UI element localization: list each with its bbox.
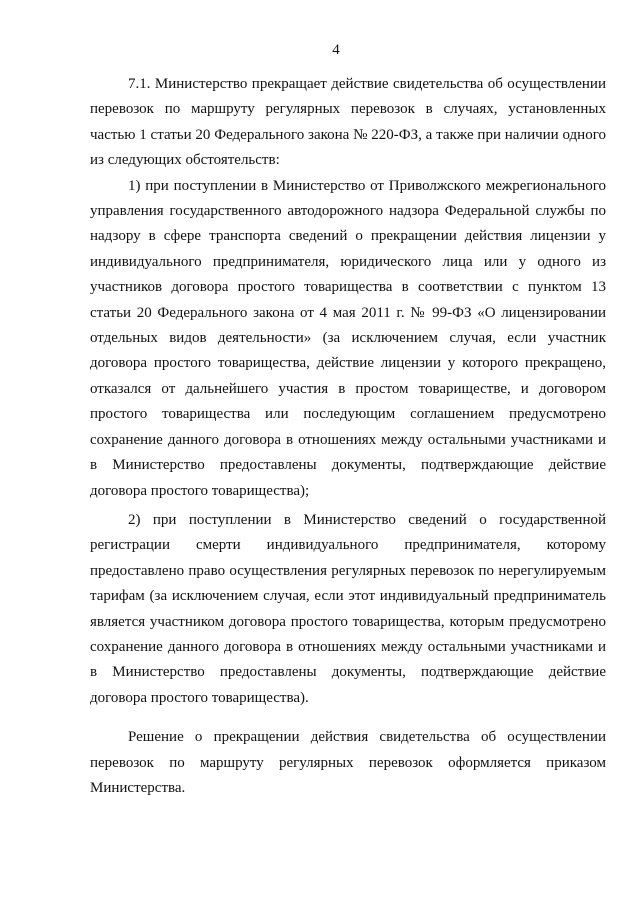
page-number: 4 [332, 42, 340, 58]
document-body [90, 72, 606, 801]
paragraph-item-1: 1) при поступлении в Министерство от Приволжского межрегионального управления государственного автодорожного надзора Федеральной службы по надзору в сфере транспорта сведений о прекращении действия лицензии у индивидуального предпринимателя, юридического лица или у одного из участников договора простого товарищества в соответствии с пунктом 13 статьи 20 Федерального закона от 4 мая 2011 г. № 99-ФЗ «О лицензировании отдельных видов деятельности» (за исключением случая, если участник договора простого товарищества, действие лицензии у которого прекращено, отказался от дальнейшего участия в простом товариществе, и договором простого товарищества или последующим соглашением предусмотрено сохранение данного договора в отношениях между остальными участниками и в Министерство предоставлены документы, подтверждающие действие договора простого товарищества); [90, 177, 606, 499]
paragraph-7-1: 7.1. Министерство прекращает действие свидетельства об осуществлении перевозок по маршруту регулярных перевозок в случаях, установленных частью 1 статьи 20 Федерального закона № 220-ФЗ, а также при наличии одного из следующих обстоятельств: [90, 76, 606, 169]
paragraph-item-2: 2) при поступлении в Министерство сведений о государственной регистрации смерти индивидуального предпринимателя, которому предоставлено право осуществления регулярных перевозок по нерегулируемым тарифам (за исключением случая, если этот индивидуальный предприниматель является участником договора простого товарищества, которым предусмотрено сохранение данного договора в отношениях между остальными участниками и в Министерство предоставлены документы, подтверждающие действие договора простого товарищества). [90, 511, 606, 706]
paragraph-decision: Решение о прекращении действия свидетельства об осуществлении перевозок по маршруту регулярных перевозок оформляется приказом Министерства. [90, 729, 606, 796]
